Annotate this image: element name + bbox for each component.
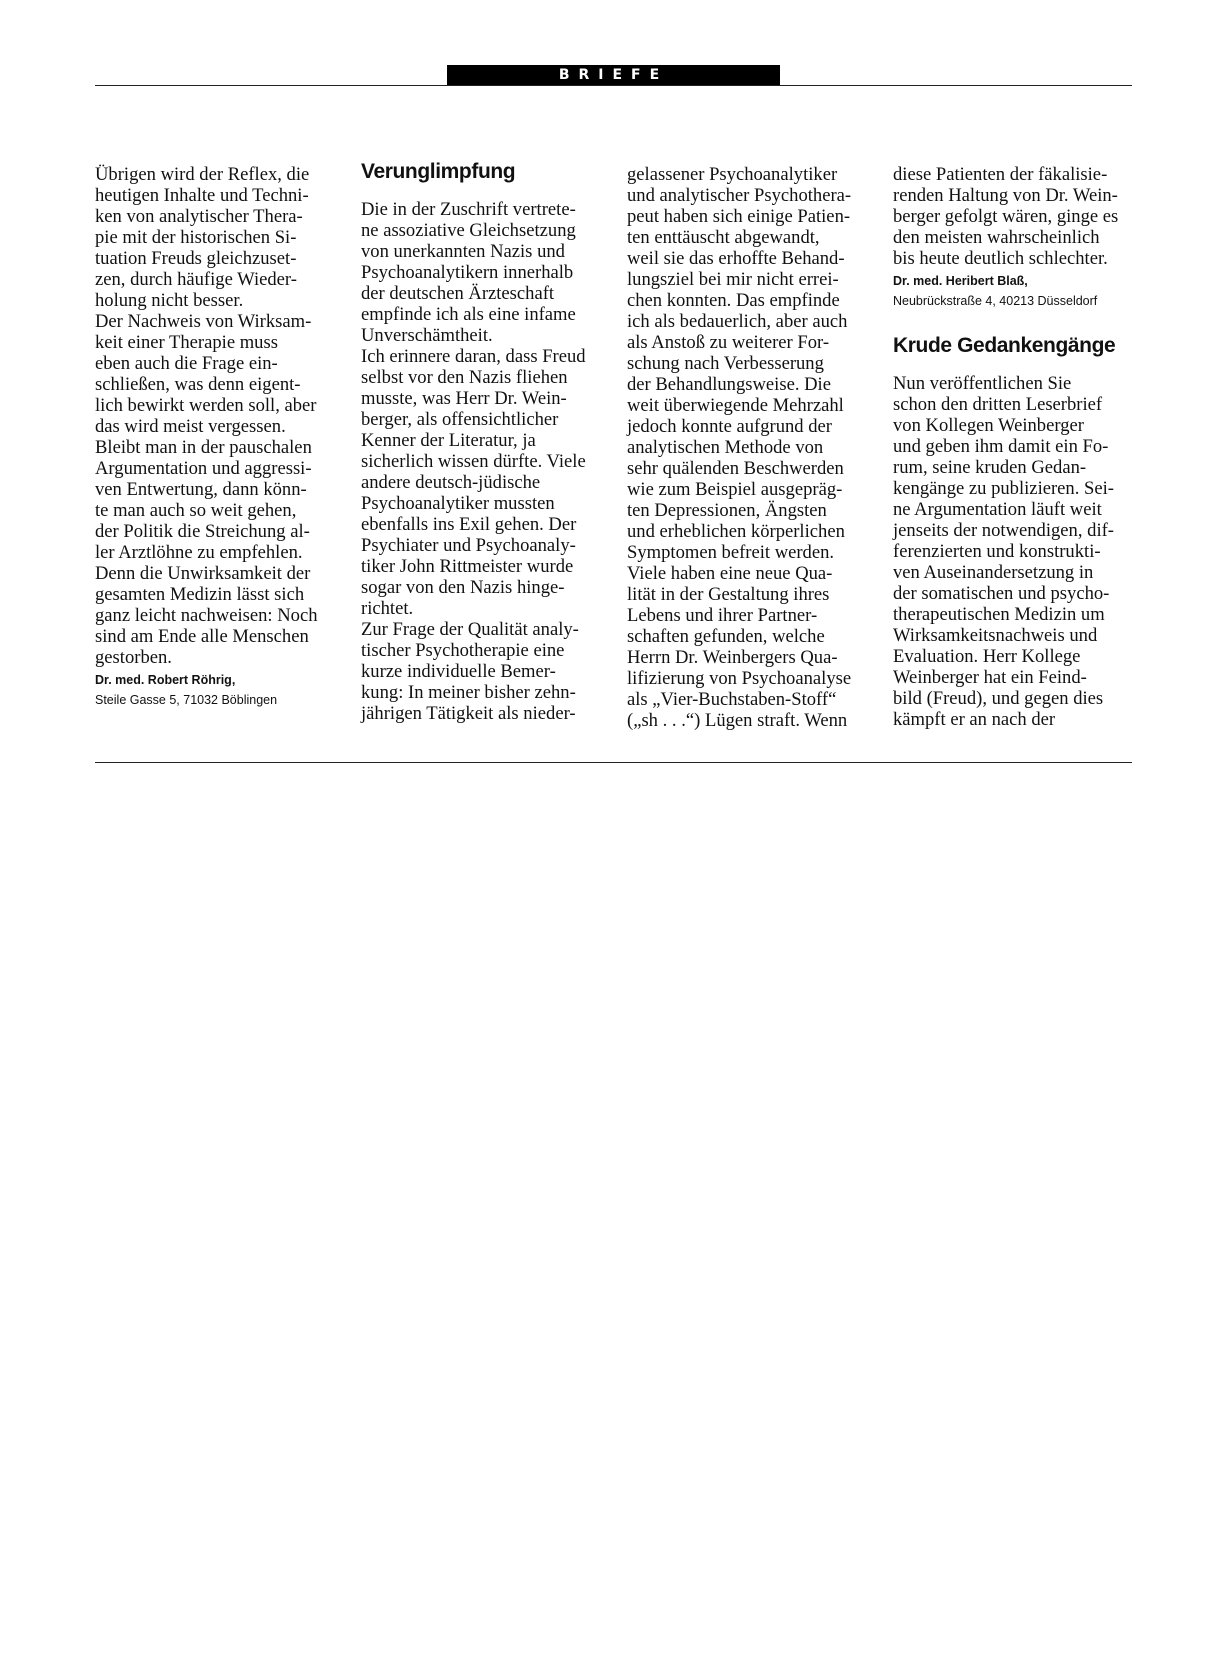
text-line: ganz leicht nachweisen: Noch — [95, 605, 318, 626]
text-line: renden Haltung von Dr. Wein- — [893, 185, 1118, 206]
text-line: schließen, was denn eigent- — [95, 374, 301, 395]
text-line: selbst vor den Nazis fliehen — [361, 367, 568, 388]
text-line: („sh . . .“) Lügen straft. Wenn — [627, 710, 848, 731]
column-3 — [627, 164, 867, 731]
text-line: diese Patienten der fäkalisie- — [893, 164, 1108, 185]
text-line: berger gefolgt wären, ginge es — [893, 206, 1119, 227]
text-line: ven Entwertung, dann könn- — [95, 479, 307, 500]
text-line: und analytischer Psychothera- — [627, 185, 852, 206]
letter-body-4-top — [893, 164, 1133, 269]
text-line: tuation Freuds gleichzuset- — [95, 248, 297, 269]
text-line: weil sie das erhoffte Behand- — [627, 248, 845, 269]
text-line: sicherlich wissen dürfte. Viele — [361, 451, 586, 472]
letter-body-1 — [95, 164, 335, 668]
text-line: schon den dritten Leserbrief — [893, 394, 1103, 415]
text-line: von unerkannten Nazis und — [361, 241, 565, 262]
text-line: musste, was Herr Dr. Wein- — [361, 388, 567, 409]
text-line: jedoch konnte aufgrund der — [627, 416, 832, 437]
text-line: te man auch so weit gehen, — [95, 500, 297, 521]
text-line: bis heute deutlich schlechter. — [893, 248, 1108, 269]
text-line: gesamten Medizin lässt sich — [95, 584, 305, 605]
text-line: ferenzierten und konstrukti- — [893, 541, 1101, 562]
text-line: peut haben sich einige Patien- — [627, 206, 851, 227]
text-line: heutigen Inhalte und Techni- — [95, 185, 309, 206]
text-line: Ich erinnere daran, dass Freud — [361, 346, 586, 367]
text-line: von Kollegen Weinberger — [893, 415, 1084, 436]
signature-name: Dr. med. Heribert Blaß, — [893, 274, 1028, 288]
text-line: wie zum Beispiel ausgepräg- — [627, 479, 843, 500]
text-line: Übrigen wird der Reflex, die — [95, 164, 310, 185]
text-line: kämpft er an nach der — [893, 709, 1056, 730]
text-line: rum, seine kruden Gedan- — [893, 457, 1087, 478]
letter-body-3 — [627, 164, 867, 731]
text-line: ler Arztlöhne zu empfehlen. — [95, 542, 303, 563]
text-line: sind am Ende alle Menschen — [95, 626, 309, 647]
section-label: BRIEFE — [447, 65, 780, 85]
text-line: weit überwiegende Mehrzahl — [627, 395, 844, 416]
text-line: lifizierung von Psychoanalyse — [627, 668, 852, 689]
text-line: der deutschen Ärzteschaft — [361, 283, 555, 304]
text-line: andere deutsch-jüdische — [361, 472, 541, 493]
text-line: der somatischen und psycho- — [893, 583, 1110, 604]
text-line: ven Auseinandersetzung in — [893, 562, 1094, 583]
text-line: chen konnten. Das empfinde — [627, 290, 840, 311]
text-line: Psychoanalytikern innerhalb — [361, 262, 574, 283]
text-line: Denn die Unwirksamkeit der — [95, 563, 311, 584]
text-line: Evaluation. Herr Kollege — [893, 646, 1081, 667]
signature-address: Neubrückstraße 4, 40213 Düsseldorf — [893, 294, 1098, 308]
text-line: Psychiater und Psychoanaly- — [361, 535, 576, 556]
text-line: Lebens und ihrer Partner- — [627, 605, 818, 626]
text-line: und geben ihm damit ein Fo- — [893, 436, 1109, 457]
text-line: Viele haben eine neue Qua- — [627, 563, 833, 584]
text-line: sehr quälenden Beschwerden — [627, 458, 844, 479]
text-line: schaften gefunden, welche — [627, 626, 825, 647]
text-line: lungsziel bei mir nicht errei- — [627, 269, 839, 290]
text-line: Kenner der Literatur, ja — [361, 430, 536, 451]
text-line: tischer Psychotherapie eine — [361, 640, 565, 661]
text-line: Unverschämtheit. — [361, 325, 493, 346]
text-line: Weinberger hat ein Feind- — [893, 667, 1087, 688]
text-line: therapeutischen Medizin um — [893, 604, 1105, 625]
letter-heading: Krude Gedankengänge — [893, 334, 1116, 357]
text-line: ten enttäuscht abgewandt, — [627, 227, 820, 248]
text-line: gestorben. — [95, 647, 172, 668]
header-rule — [95, 85, 1132, 86]
text-line: schung nach Verbesserung — [627, 353, 824, 374]
text-line: Argumentation und aggressi- — [95, 458, 312, 479]
text-line: gelassener Psychoanalytiker — [627, 164, 838, 185]
signature-name: Dr. med. Robert Röhrig, — [95, 673, 236, 687]
text-line: bild (Freud), und gegen dies — [893, 688, 1104, 709]
text-line: Wirksamkeitsnachweis und — [893, 625, 1098, 646]
text-line: Nun veröffentlichen Sie — [893, 373, 1072, 394]
bottom-rule — [95, 762, 1132, 763]
text-line: berger, als offensichtlicher — [361, 409, 559, 430]
text-line: sogar von den Nazis hinge- — [361, 577, 565, 598]
text-line: ten Depressionen, Ängsten — [627, 500, 827, 521]
text-line: Bleibt man in der pauschalen — [95, 437, 312, 458]
text-line: Psychoanalytiker mussten — [361, 493, 555, 514]
text-line: richtet. — [361, 598, 414, 619]
text-line: jenseits der notwendigen, dif- — [893, 520, 1115, 541]
text-line: empfinde ich als eine infame — [361, 304, 576, 325]
signature-address: Steile Gasse 5, 71032 Böblingen — [95, 693, 278, 707]
text-line: pie mit der historischen Si- — [95, 227, 297, 248]
text-line: als „Vier-Buchstaben-Stoff“ — [627, 689, 837, 710]
text-line: Die in der Zuschrift vertrete- — [361, 199, 576, 220]
text-line: Symptomen befreit werden. — [627, 542, 835, 563]
text-line: analytischen Methode von — [627, 437, 824, 458]
text-line: holung nicht besser. — [95, 290, 244, 311]
text-line: ne Argumentation läuft weit — [893, 499, 1102, 520]
text-line: zen, durch häufige Wieder- — [95, 269, 297, 290]
text-line: kung: In meiner bisher zehn- — [361, 682, 576, 703]
letter-body-2 — [361, 199, 601, 724]
text-line: Der Nachweis von Wirksam- — [95, 311, 312, 332]
column-4 — [893, 164, 1133, 730]
text-line: eben auch die Frage ein- — [95, 353, 278, 374]
text-line: kengänge zu publizieren. Sei- — [893, 478, 1114, 499]
text-line: lich bewirkt werden soll, aber — [95, 395, 317, 416]
column-1 — [95, 164, 335, 710]
letter-heading: Verunglimpfung — [361, 160, 516, 183]
text-line: der Politik die Streichung al- — [95, 521, 310, 542]
text-line: als Anstoß zu weiterer For- — [627, 332, 830, 353]
text-line: lität in der Gestaltung ihres — [627, 584, 830, 605]
text-line: das wird meist vergessen. — [95, 416, 286, 437]
text-line: ich als bedauerlich, aber auch — [627, 311, 848, 332]
column-2 — [361, 160, 601, 724]
text-line: tiker John Rittmeister wurde — [361, 556, 574, 577]
text-line: Zur Frage der Qualität analy- — [361, 619, 579, 640]
text-line: ne assoziative Gleichsetzung — [361, 220, 576, 241]
text-line: Herrn Dr. Weinbergers Qua- — [627, 647, 838, 668]
text-line: den meisten wahrscheinlich — [893, 227, 1100, 248]
text-line: ebenfalls ins Exil gehen. Der — [361, 514, 577, 535]
text-line: keit einer Therapie muss — [95, 332, 278, 353]
text-line: und erheblichen körperlichen — [627, 521, 845, 542]
text-line: kurze individuelle Bemer- — [361, 661, 556, 682]
text-line: ken von analytischer Thera- — [95, 206, 303, 227]
text-line: jährigen Tätigkeit als nieder- — [361, 703, 576, 724]
letter-body-4-bottom — [893, 373, 1133, 730]
text-line: der Behandlungsweise. Die — [627, 374, 831, 395]
